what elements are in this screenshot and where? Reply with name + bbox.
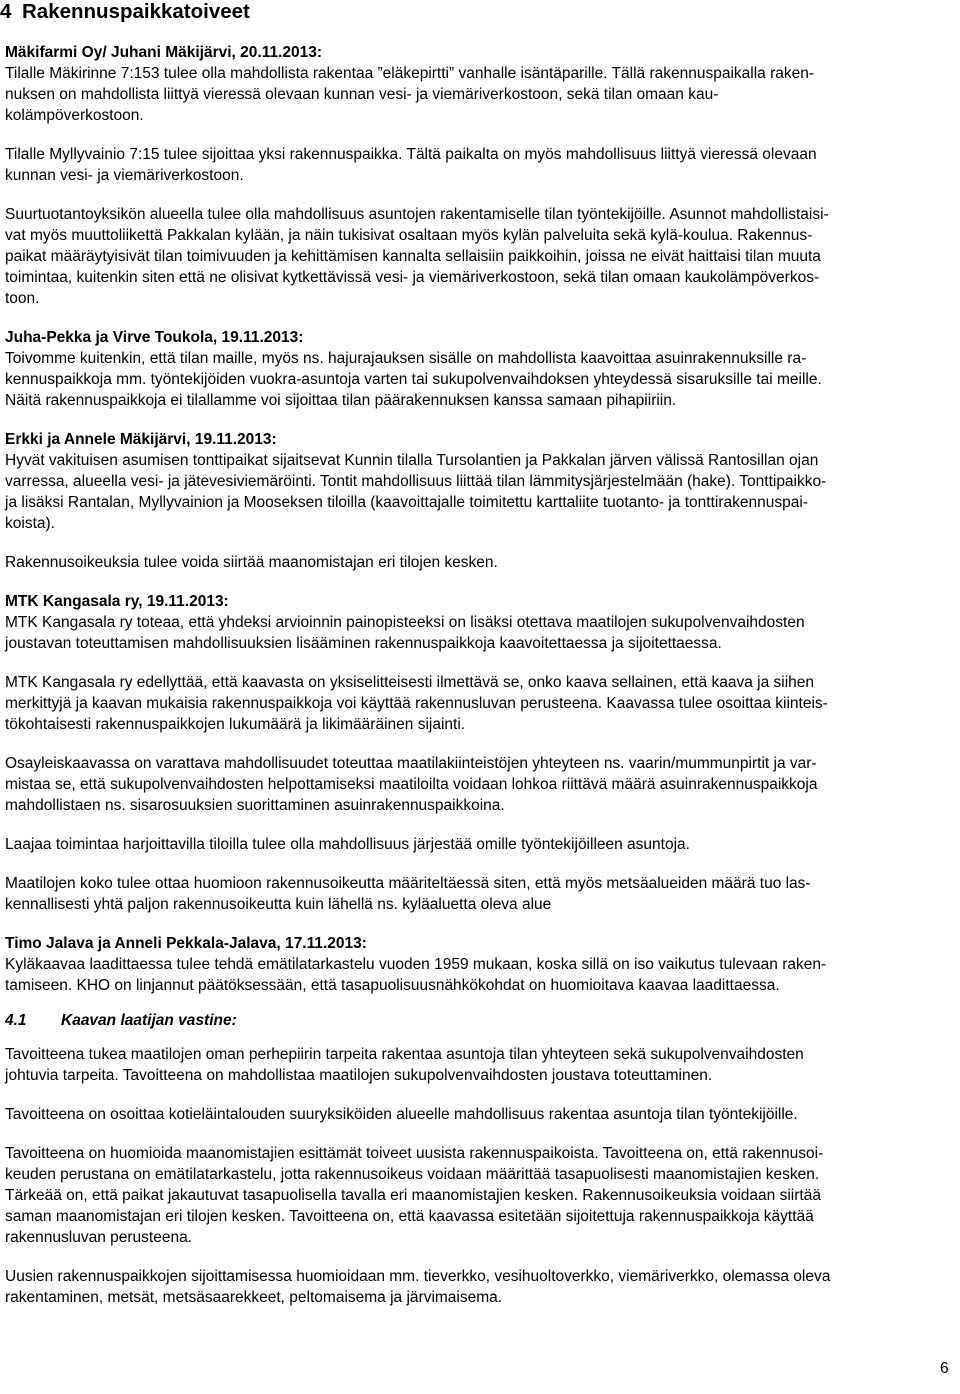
text-line: mahdollistaen ns. sisarosuuksien suorittaminen asuinrakennuspaikkoina. (5, 797, 505, 814)
text-line: kennallisesti yhtä paljon rakennusoikeutta kuin lähellä ns. kyläaluetta oleva alue (5, 896, 552, 913)
text-line: toimintaa, kuitenkin siten että ne olisivat kytkettävissä vesi- ja viemäriverkostoon, sekä tilan omaan kaukolämpöverkos- (5, 269, 820, 286)
section-title: Rakennuspaikkatoiveet (22, 0, 250, 23)
text-line: kennuspaikkoja mm. työntekijöiden vuokra-asuntoja varten tai sukupolvenvaihdoksen yhteydessä sisaruksille tai meille. (5, 371, 822, 388)
text-line: Tilalle Myllyvainio 7:15 tulee sijoittaa yksi rakennuspaikka. Tältä paikalta on myös mahdollisuus liittyä vieressä olevaan (5, 146, 817, 163)
subsection-heading (5, 1012, 237, 1030)
text-line: kunnan vesi- ja viemäriverkostoon. (5, 167, 244, 184)
text-line: Tilalle Mäkirinne 7:153 tulee olla mahdollista rakentaa ”eläkepirtti” vanhalle isäntäparille. Tällä rakennuspaikalla raken- (5, 65, 815, 82)
text-line: Suurtuotantoyksikön alueella tulee olla mahdollisuus asuntojen rakentamiselle tilan työntekijöille. Asunnot mahdollistaisi- (5, 206, 829, 223)
section-heading (0, 0, 250, 24)
text-line: rakentaminen, metsät, metsäsaarekkeet, peltomaisema ja järvimaisema. (5, 1289, 503, 1306)
text-line: toon. (5, 290, 40, 307)
section-number: 4 (0, 0, 12, 23)
text-line: rakennusluvan perusteena. (5, 1229, 192, 1246)
subsection-number: 4.1 (5, 1012, 27, 1029)
text-line: Maatilojen koko tulee ottaa huomioon rakennusoikeutta määriteltäessä siten, että myös metsäalueiden määrä tuo las- (5, 875, 811, 892)
commenter-heading: MTK Kangasala ry, 19.11.2013: (5, 593, 229, 610)
commenter-heading: Mäkifarmi Oy/ Juhani Mäkijärvi, 20.11.2013: (5, 44, 323, 61)
text-line: Laajaa toimintaa harjoittavilla tiloilla tulee olla mahdollisuus järjestää omille työntekijöilleen asuntoja. (5, 836, 690, 853)
text-line: MTK Kangasala ry edellyttää, että kaavasta on yksiselitteisesti ilmettävä se, onko kaava sellainen, että kaava ja siihen (5, 674, 815, 691)
text-line: tökohtaisesti rakennuspaikkojen lukumäärä ja likimääräinen sijainti. (5, 716, 466, 733)
text-line: paikat määräytyisivät tilan toimivuuden ja kehittämisen kannalta sellaisiin paikkoihin, joissa ne eivät haittaisi tilan muuta (5, 248, 821, 265)
text-line: merkittyjä ja kaavan mukaisia rakennuspaikkoja voi käyttää rakennusluvan perusteena. Kaavassa tulee osoittaa kiinteis- (5, 695, 828, 712)
text-line: Hyvät vakituisen asumisen tonttipaikat sijaitsevat Kunnin tilalla Tursolantien ja Pakkalan järven välissä Rantosillan ojan (5, 452, 819, 469)
text-line: nuksen on mahdollista liittyä vieressä olevaan kunnan vesi- ja viemäriverkostoon, sekä tilan omaan kau- (5, 86, 719, 103)
text-line: ja lisäksi Rantalan, Myllyvainion ja Mooseksen tiloilla (kaavoittajalle toimitettu karttaliite tuotanto- ja tonttirakennuspai- (5, 494, 808, 511)
text-line: Toivomme kuitenkin, että tilan maille, myös ns. hajurajauksen sisälle on mahdollista kaavoittaa asuinrakennuksille ra- (5, 350, 807, 367)
text-line: johtuvia tarpeita. Tavoitteena on mahdollistaa maatilojen sukupolvenvaihdosten joustava toteuttaminen. (5, 1067, 713, 1084)
text-line: tamiseen. KHO on linjannut päätöksessään, että tasapuolisuusnähkökohdat on huomioitava kaavaa laadittaessa. (5, 977, 780, 994)
text-line: Näitä rakennuspaikkoja ei tilallamme voi sijoittaa tilan päärakennuksen kanssa samaan pihapiiriin. (5, 392, 677, 409)
commenter-heading: Erkki ja Annele Mäkijärvi, 19.11.2013: (5, 431, 277, 448)
text-line: Rakennusoikeuksia tulee voida siirtää maanomistajan eri tilojen kesken. (5, 554, 498, 571)
subsection-title: Kaavan laatijan vastine: (61, 1012, 237, 1029)
text-line: Tavoitteena tukea maatilojen oman perhepiirin tarpeita rakentaa asuntoja tilan yhteyteen sekä sukupolvenvaihdosten (5, 1046, 804, 1063)
commenter-heading: Juha-Pekka ja Virve Toukola, 19.11.2013: (5, 329, 304, 346)
text-line: Osayleiskaavassa on varattava mahdollisuudet toteuttaa maatilakiinteistöjen yhteyteen ns. vaarin/mummunpirtit ja var- (5, 755, 817, 772)
text-line: MTK Kangasala ry toteaa, että yhdeksi arvioinnin painopisteeksi on lisäksi otettava maatilojen sukupolvenvaihdosten (5, 614, 805, 631)
text-line: keuden perustana on emätilatarkastelu, jotta rakennusoikeus voidaan määrittää tasapuolisesti maanomistajien kesken. (5, 1166, 820, 1183)
text-line: Tavoitteena on huomioida maanomistajien esittämät toiveet uusista rakennuspaikoista. Tavoitteena on, että rakennusoi- (5, 1145, 824, 1162)
text-line: vat myös muuttoliikettä Pakkalan kylään, ja näin tukisivat osaltaan myös kylän palveluita sekä kylä-koulua. Rakennus- (5, 227, 813, 244)
text-line: varressa, alueella vesi- ja jätevesiviemäröinti. Tontit mahdollisuus liittää tilan lämmitysjärjestelmään (hake). Tonttipaikko- (5, 473, 827, 490)
page-number: 6 (940, 1360, 949, 1377)
text-line: Uusien rakennuspaikkojen sijoittamisessa huomioidaan mm. tieverkko, vesihuoltoverkko, viemäriverkko, olemassa oleva (5, 1268, 831, 1285)
text-line: kolämpöverkostoon. (5, 107, 144, 124)
text-line: koista). (5, 515, 55, 532)
text-line: mistaa se, että sukupolvenvaihdosten helpottamiseksi maatiloilta voidaan lohkoa riittävä määrä asuinrakennuspaikkoja (5, 776, 818, 793)
text-line: saman maanomistajan eri tilojen kesken. Tavoitteena on, että kaavassa esitetään sijoitettuja rakennuspaikkoja käyttää (5, 1208, 814, 1225)
text-line: Kyläkaavaa laadittaessa tulee tehdä emätilatarkastelu vuoden 1959 mukaan, koska sillä on iso vaikutus tulevaan raken- (5, 956, 827, 973)
text-line: joustavan toteuttamisen mahdollisuuksien lisääminen rakennuspaikkoja kaavoitettaessa ja sijoitettaessa. (5, 635, 722, 652)
commenter-heading: Timo Jalava ja Anneli Pekkala-Jalava, 17.11.2013: (5, 935, 367, 952)
text-line: Tavoitteena on osoittaa kotieläintalouden suuryksiköiden alueelle mahdollisuus rakentaa asuntoja tilan työntekijöille. (5, 1106, 798, 1123)
text-line: Tärkeää on, että paikat jakautuvat tasapuolisella tavalla eri maanomistajien kesken. Rakennusoikeuksia voidaan siirtää (5, 1187, 821, 1204)
